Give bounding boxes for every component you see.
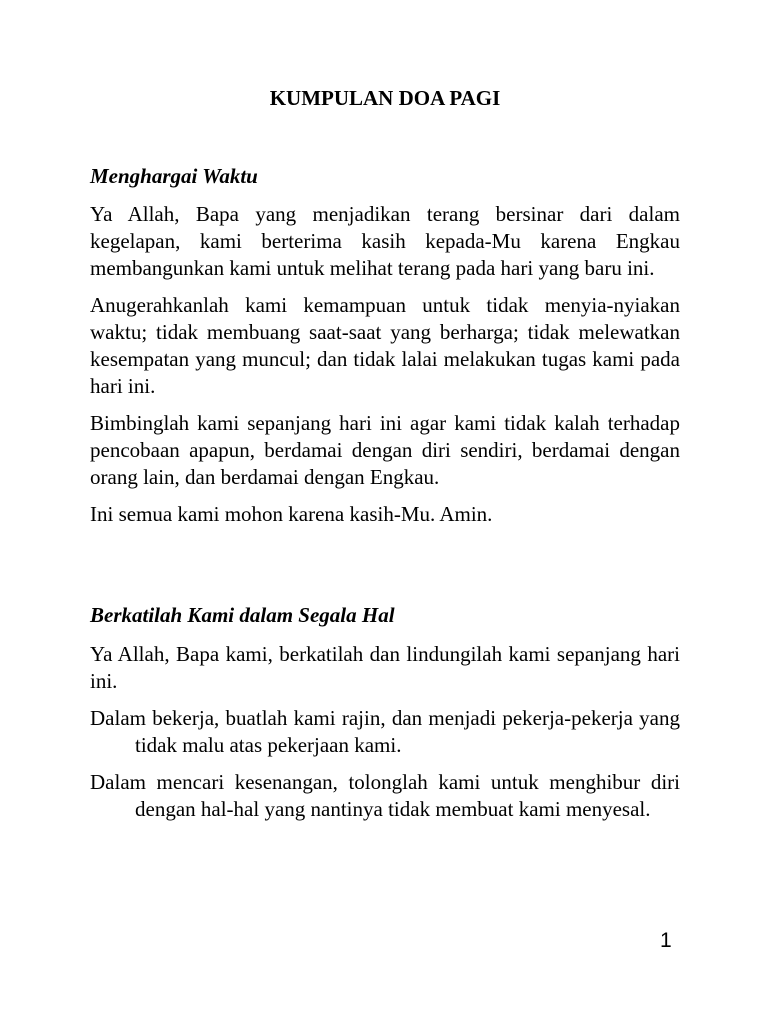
paragraph: Ini semua kami mohon karena kasih-Mu. Amin. <box>90 502 493 526</box>
section-body-menghargai-waktu <box>90 201 680 538</box>
section-body-berkatilah-kami <box>90 641 680 833</box>
section-heading-menghargai-waktu: Menghargai Waktu <box>90 164 258 188</box>
document-title: KUMPULAN DOA PAGI <box>269 86 501 110</box>
paragraph: Anugerahkanlah kami kemampuan untuk tidak menyia-nyiakan waktu; tidak membuang saat-saat yang berharga; tidak melewatkan kesempatan yang muncul; dan tidak lalai melakukan tugas kami pada hari ini. <box>90 293 680 398</box>
paragraph: Ya Allah, Bapa kami, berkatilah dan lindungilah kami sepanjang hari ini. <box>90 642 680 693</box>
paragraph: Dalam mencari kesenangan, tolonglah kami untuk menghibur diri dengan hal-hal yang nantinya tidak membuat kami menyesal. <box>90 770 680 821</box>
paragraph: Bimbinglah kami sepanjang hari ini agar kami tidak kalah terhadap pencobaan apapun, berdamai dengan diri sendiri, berdamai dengan orang lain, dan berdamai dengan Engkau. <box>90 411 680 489</box>
paragraph: Dalam bekerja, buatlah kami rajin, dan menjadi pekerja-pekerja yang tidak malu atas pekerjaan kami. <box>90 706 680 757</box>
section-heading-berkatilah-kami: Berkatilah Kami dalam Segala Hal <box>90 603 395 627</box>
paragraph: Ya Allah, Bapa yang menjadikan terang bersinar dari dalam kegelapan, kami berterima kasih kepada-Mu karena Engkau membangunkan kami untuk melihat terang pada hari yang baru ini. <box>90 202 680 280</box>
page-number: 1 <box>660 929 672 952</box>
